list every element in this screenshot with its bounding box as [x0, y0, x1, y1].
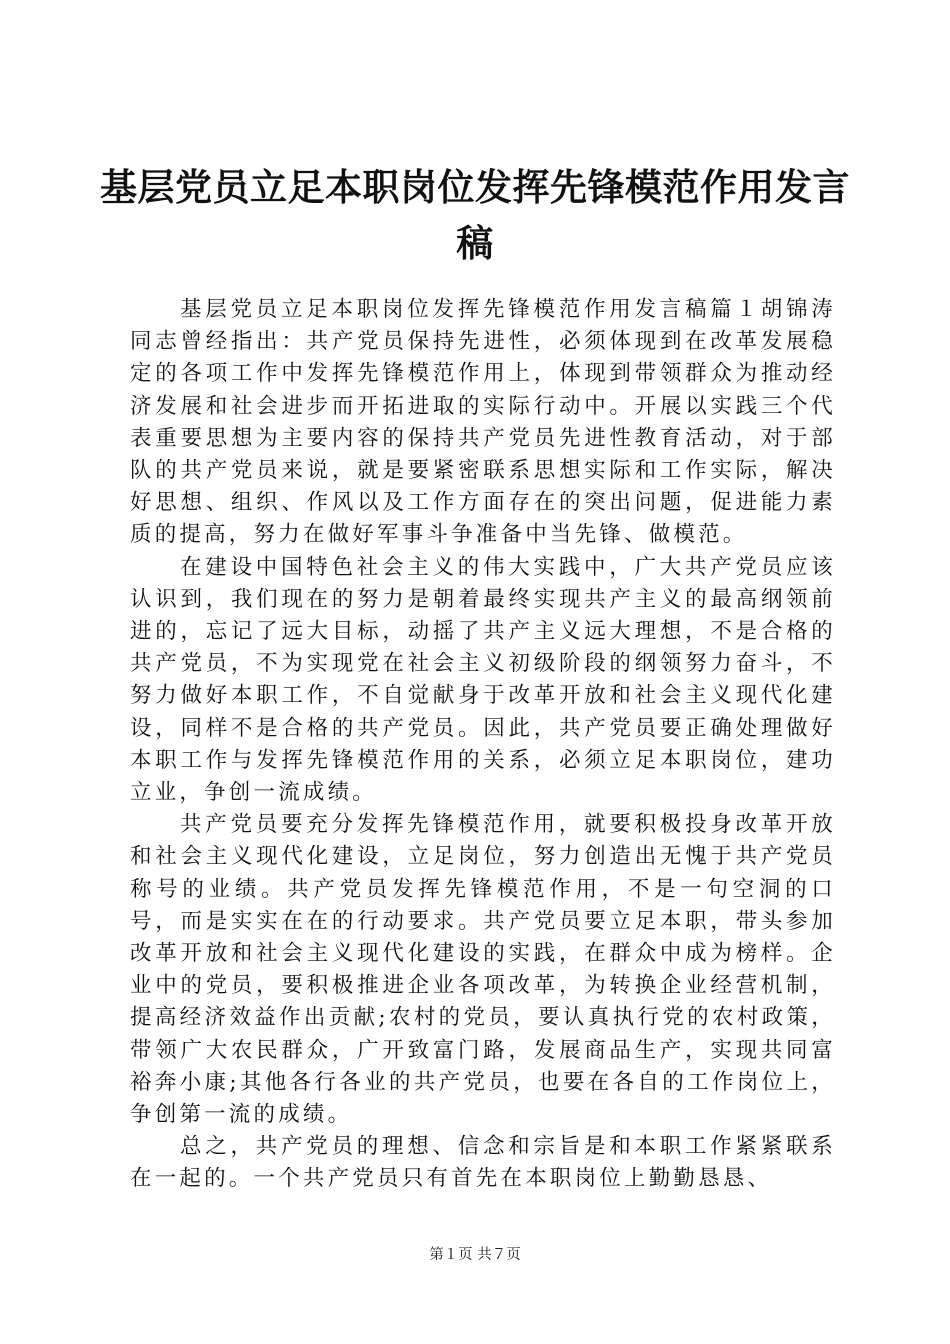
paragraph-3: 共产党员要充分发挥先锋模范作用，就要积极投身改革开放和社会主义现代化建设，立足岗位，努力创造出无愧于共产党员称号的业绩。共产党员发挥先锋模范作用，不是一句空洞的口号，而是实实在在的行动要求。共产党员要立足本职，带头参加改革开放和社会主义现代化建设的实践，在群众中成为榜样。企业中的党员，要积极推进企业各项改革，为转换企业经营机制，提高经济效益作出贡献;农村的党员，要认真执行党的农村政策，带领广大农民群众，广开致富门路，发展商品生产，实现共同富裕奔小康;其他各行各业的共产党员，也要在各自的工作岗位上，争创第一流的成绩。: [130, 812, 836, 1128]
page-number-footer: 第１页 共７页: [429, 1247, 521, 1263]
paragraph-1: 基层党员立足本职岗位发挥先锋模范作用发言稿篇１胡锦涛同志曾经指出：共产党员保持先进性，必须体现到在改革发展稳定的各项工作中发挥先锋模范作用上，体现到带领群众为推动经济发展和社会进步而开拓进取的实际行动中。开展以实践三个代表重要思想为主要内容的保持共产党员先进性教育活动，对于部队的共产党员来说，就是要紧密联系思想实际和工作实际，解决好思想、组织、作风以及工作方面存在的突出问题，促进能力素质的提高，努力在做好军事斗争准备中当先锋、做模范。: [130, 297, 836, 548]
document-title: 基层党员立足本职岗位发挥先锋模范作用发言稿: [100, 166, 850, 265]
document-body: [130, 294, 836, 1196]
paragraph-2: 在建设中国特色社会主义的伟大实践中，广大共产党员应该认识到，我们现在的努力是朝着最终实现共产主义的最高纲领前进的，忘记了远大目标，动摇了共产主义远大理想，不是合格的共产党员，不为实现党在社会主义初级阶段的纲领努力奋斗，不努力做好本职工作，不自觉献身于改革开放和社会主义现代化建设，同样不是合格的共产党员。因此，共产党员要正确处理做好本职工作与发挥先锋模范作用的关系，必须立足本职岗位，建功立业，争创一流成绩。: [130, 554, 836, 806]
paragraph-4: 总之，共产党员的理想、信念和宗旨是和本职工作紧紧联系在一起的。一个共产党员只有首先在本职岗位上勤勤恳恳、: [130, 1134, 836, 1192]
